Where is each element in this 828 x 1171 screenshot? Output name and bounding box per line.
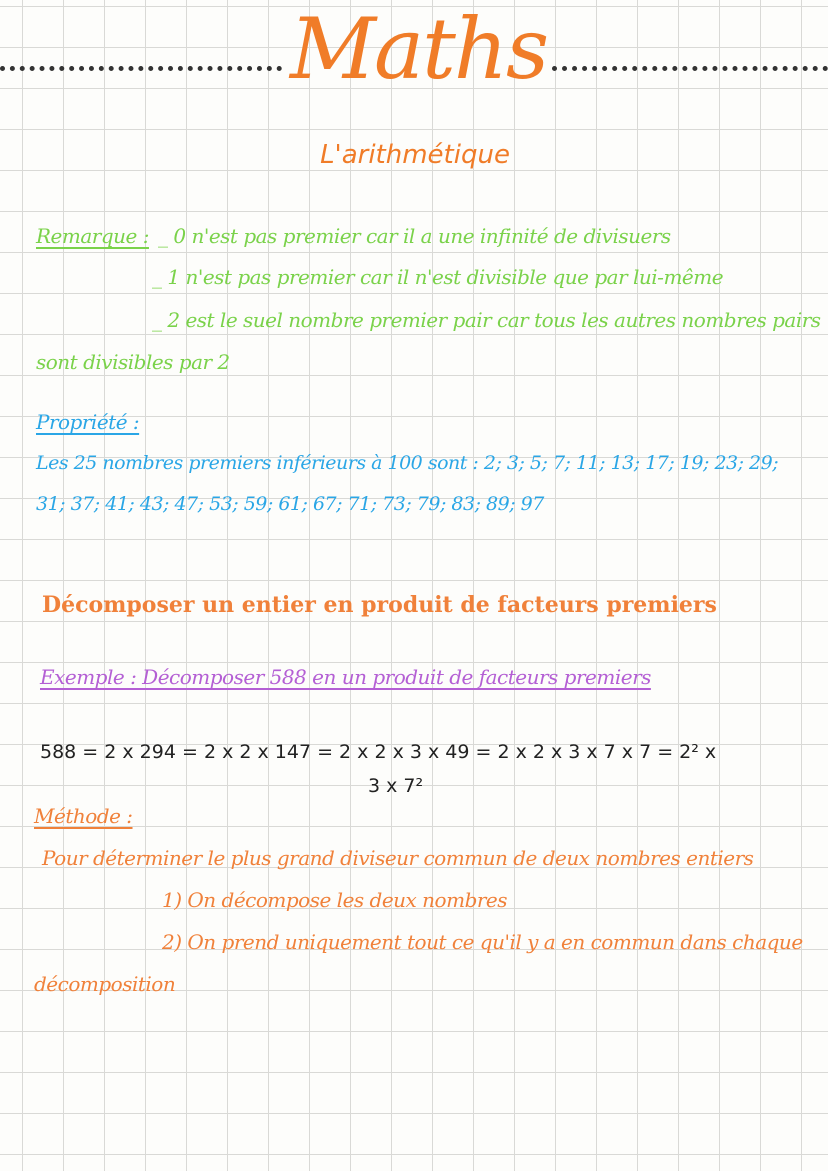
propriete-line-2: 31; 37; 41; 43; 47; 53; 59; 61; 67; 71; 73; 79; 83; 89; 97 <box>36 493 544 515</box>
calculation-line-1: 588 = 2 x 294 = 2 x 2 x 147 = 2 x 2 x 3 x 49 = 2 x 2 x 3 x 7 x 7 = 2² x <box>40 741 717 763</box>
remarque-line-2: _ 1 n'est pas premier car il n'est divisible que par lui-même <box>152 265 724 289</box>
propriete-line-1: Les 25 nombres premiers inférieurs à 100 sont : 2; 3; 5; 7; 11; 13; 17; 19; 23; 29; <box>36 452 779 474</box>
remarque-label: Remarque : <box>36 224 149 248</box>
propriete-label: Propriété : <box>36 410 140 434</box>
remarque-line-1: _ 0 n'est pas premier car il a une infinité de divisuers <box>158 224 671 248</box>
methode-label: Méthode : <box>34 804 133 828</box>
calculation-line-2: 3 x 7² <box>368 775 424 797</box>
page-subtitle: L'arithmétique <box>320 140 510 170</box>
header-dotted-line-right <box>552 66 828 71</box>
header-dotted-line-left <box>0 66 282 71</box>
methode-step-2: 2) On prend uniquement tout ce qu'il y a en commun dans chaque <box>162 930 803 954</box>
section-heading: Décomposer un entier en produit de facteurs premiers <box>42 592 717 618</box>
methode-line-1: Pour déterminer le plus grand diviseur commun de deux nombres entiers <box>42 846 754 870</box>
methode-line-4: décomposition <box>34 972 176 996</box>
remarque-line-4: sont divisibles par 2 <box>36 350 230 374</box>
remarque-line-3: _ 2 est le suel nombre premier pair car tous les autres nombres pairs <box>152 308 821 332</box>
page-title: Maths <box>290 0 548 98</box>
exemple-label: Exemple : Décomposer 588 en un produit de facteurs premiers <box>40 665 651 689</box>
methode-step-1: 1) On décompose les deux nombres <box>162 888 508 912</box>
